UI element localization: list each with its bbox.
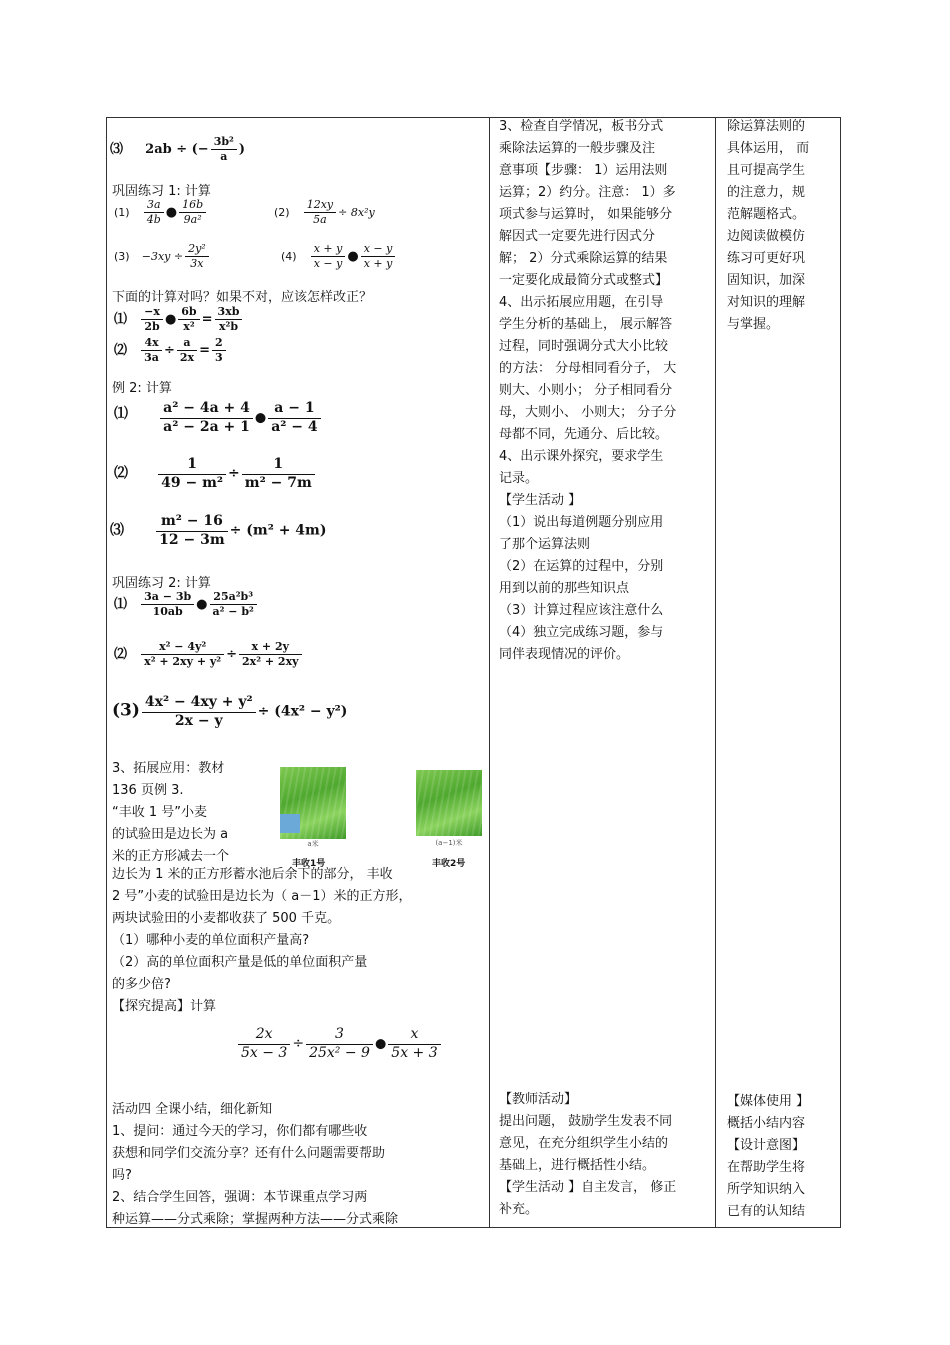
text-line: 4、出示拓展应用题，在引导 [499,295,664,310]
example2-item-3: ⑶ $\frac{\text{m² − 16}}{12 - 3m}$ ÷ (m² + 4m) [110,513,327,548]
middle-column-top [499,116,715,666]
text-line: 的注意力，规 [727,185,806,200]
text-line: 了那个运算法则 [499,537,591,552]
extension-text-bottom: 边长为 1 米的正方形蓄水池后余下的部分， 丰收 2 号”小麦的试验田是边长为（ a－1）米的正方形， 两块试验田的小麦都收获了 500 千克。 （1）哪种小麦的单位面积产量高? （2）高的单位面积产量是低的单位面积产量 的多少倍? 【探究提高】计算 [112,864,482,1018]
practice1-item-4: (4) $\frac{x + y}{x - y}$ ● $\frac{x - y}{x + y}$ [281,242,397,271]
text-line: 解因式一定要先进行因式分 [499,229,656,244]
explore-expression: $\frac{2x}{5x - 3}$ ÷ $\frac{3}{\text{25x² − 9}}$ ● $\frac{x}{5x + 3}$ [236,1026,443,1062]
practice2-item-1: ⑴ $\frac{3a - 3b}{10ab}$ ● $\frac{\text{25a²b³}}{\text{a² − b²}}$ [114,590,259,619]
text-line: 【学生活动 】 [499,493,582,508]
text-line: 【学生活动 】自主发言， 修正 [499,1180,677,1195]
water-pond-square [280,814,300,833]
text-line: 母，大则小、 小则大； 分子分 [499,405,677,420]
activity4-title: 活动四 全课小结，细化新知 [112,1102,273,1117]
text-line: 提出问题， 鼓励学生发表不同 [499,1114,673,1129]
text-line: （3）计算过程应该注意什么 [499,603,664,618]
text-line: （4）独立完成练习题，参与 [499,625,664,640]
column-divider-1 [489,117,490,1228]
example2-title: 例 2: 计算 [112,381,172,396]
text-line: 乘除法运算的一般步骤及注 [499,141,656,156]
text-line: 一定要化成最简分式或整式】 [499,273,669,288]
text-line: 项式参与运算时， 如果能够分 [499,207,673,222]
text-line: 4、出示课外探究，要求学生 [499,449,664,464]
example2-item-2: ⑵ $\frac{1}{\text{49 − m²}}$ ÷ $\frac{1}{\text{m² − 7m}}$ [114,456,317,492]
check-item-1: ⑴ $\frac{-x}{2b}$ ● $\frac{6b}{\text{x²}}$ = $\frac{3xb}{\text{x²b}}$ [114,305,244,334]
item-3-expression: ⑶ 2ab ÷ (− $\frac{\text{3b²}}{a}$ ) [110,135,246,163]
text-line: （1）说出每道例题分别应用 [499,515,664,530]
right-column-top [727,116,837,336]
text-line: 运算；2）约分。注意： 1）多 [499,185,676,200]
text-line: 学生分析的基础上， 展示解答 [499,317,673,332]
practice1-title: 巩固练习 1: 计算 [112,184,211,199]
text-line: 解； 2）分式乘除运算的结果 [499,251,668,266]
check-question: 下面的计算对吗？如果不对，应该怎样改正？ [112,290,373,305]
field-1-caption: 丰收1号 [292,859,326,869]
text-line: 在帮助学生将 [727,1160,806,1175]
text-line: 3、检查自学情况，板书分式 [499,119,664,134]
text-line: 固知识，加深 [727,273,806,288]
text-line: 同伴表现情况的评价。 [499,647,630,662]
text-line: 补充。 [499,1202,539,1217]
text-line: 【设计意图】 [727,1138,806,1153]
right-column-bottom [727,1091,837,1223]
field-1-width-label: a米 [307,840,319,848]
field-2-caption: 丰收2号 [432,859,466,869]
text-line: 基础上，进行概括性小结。 [499,1158,656,1173]
text-line: 则大、小则小； 分子相同看分 [499,383,673,398]
practice2-item-3: (3) $\frac{\text{4x² − 4xy + y²}}{2x - y}$ ÷ (4x² − y²) [112,694,348,729]
text-line: 意见，在充分组织学生小结的 [499,1136,669,1151]
text-line: 范解题格式。 [727,207,806,222]
text-line: 对知识的理解 [727,295,806,310]
table-border-right [840,117,841,1228]
practice1-item-2: (2) $\frac{12xy}{5a}$ ÷ 8x²y [274,198,375,226]
text-line: 除运算法则的 [727,119,806,134]
text-line: 【教师活动】 [499,1092,578,1107]
example2-item-1: ⑴ $\frac{\text{a² − 4a + 4}}{\text{a² − 2a + 1}}$ ● $\frac{a - 1}{\text{a² − 4}}$ [114,400,323,436]
text-line: 过程，同时强调分式大小比较 [499,339,669,354]
text-line: 且可提高学生 [727,163,806,178]
field-2-width-label: (a−1)米 [435,839,463,847]
practice1-item-3: (3) −3xy ÷ $\frac{\text{2y²}}{3x}$ [114,242,211,271]
check-item-2: ⑵ $\frac{4x}{3a}$ ÷ $\frac{a}{2x}$ = $\frac{2}{3}$ [114,336,228,365]
explore-title: 【探究提高】计算 [112,999,217,1014]
text-line: 用到以前的那些知识点 [499,581,630,596]
text-line: 所学知识纳入 [727,1182,806,1197]
middle-column-bottom [499,1089,715,1221]
text-line: 与掌握。 [727,317,780,332]
wheat-field-2-image [416,770,482,836]
text-line: 母都不同，先通分、后比较。 [499,427,669,442]
text-line: 练习可更好巩 [727,251,806,266]
text-line: 的方法： 分母相同看分子， 大 [499,361,677,376]
text-line: （2）在运算的过程中，分别 [499,559,664,574]
text-line: 记录。 [499,471,539,486]
text-line: 概括小结内容 [727,1116,806,1131]
practice2-item-2: ⑵ $\frac{\text{x² − 4y²}}{\text{x² + 2xy + y²}}$ ÷ $\frac{x + 2y}{\text{2x² + 2xy}}$ [114,640,304,669]
practice1-item-1: (1) $\frac{3a}{4b}$ ● $\frac{16b}{\text{9a²}}$ [114,198,208,227]
text-line: 边阅读做模仿 [727,229,806,244]
practice2-title: 巩固练习 2: 计算 [112,576,211,591]
extension-text-top: 3、拓展应用：教材 136 页例 3. “丰收 1 号”小麦 的试验田是边长为 a 米的正方形减去一个 [112,761,230,864]
text-line: 【媒体使用 】 [727,1094,810,1109]
column-divider-2 [715,117,716,1228]
table-border-left [106,117,107,1228]
activity4-section: 活动四 全课小结，细化新知 1、提问：通过今天的学习，你们都有哪些收 获想和同学们交流分享？还有什么问题需要帮助 吗? 2、结合学生回答，强调：本节课重点学习两 种运算——分式乘除；掌握两种方法——分式乘除 [112,1099,482,1231]
wheat-field-1-image [280,767,346,839]
text-line: 具体运用， 而 [727,141,810,156]
text-line: 已有的认知结 [727,1204,806,1219]
text-line: 意事项【步骤： 1）运用法则 [499,163,668,178]
